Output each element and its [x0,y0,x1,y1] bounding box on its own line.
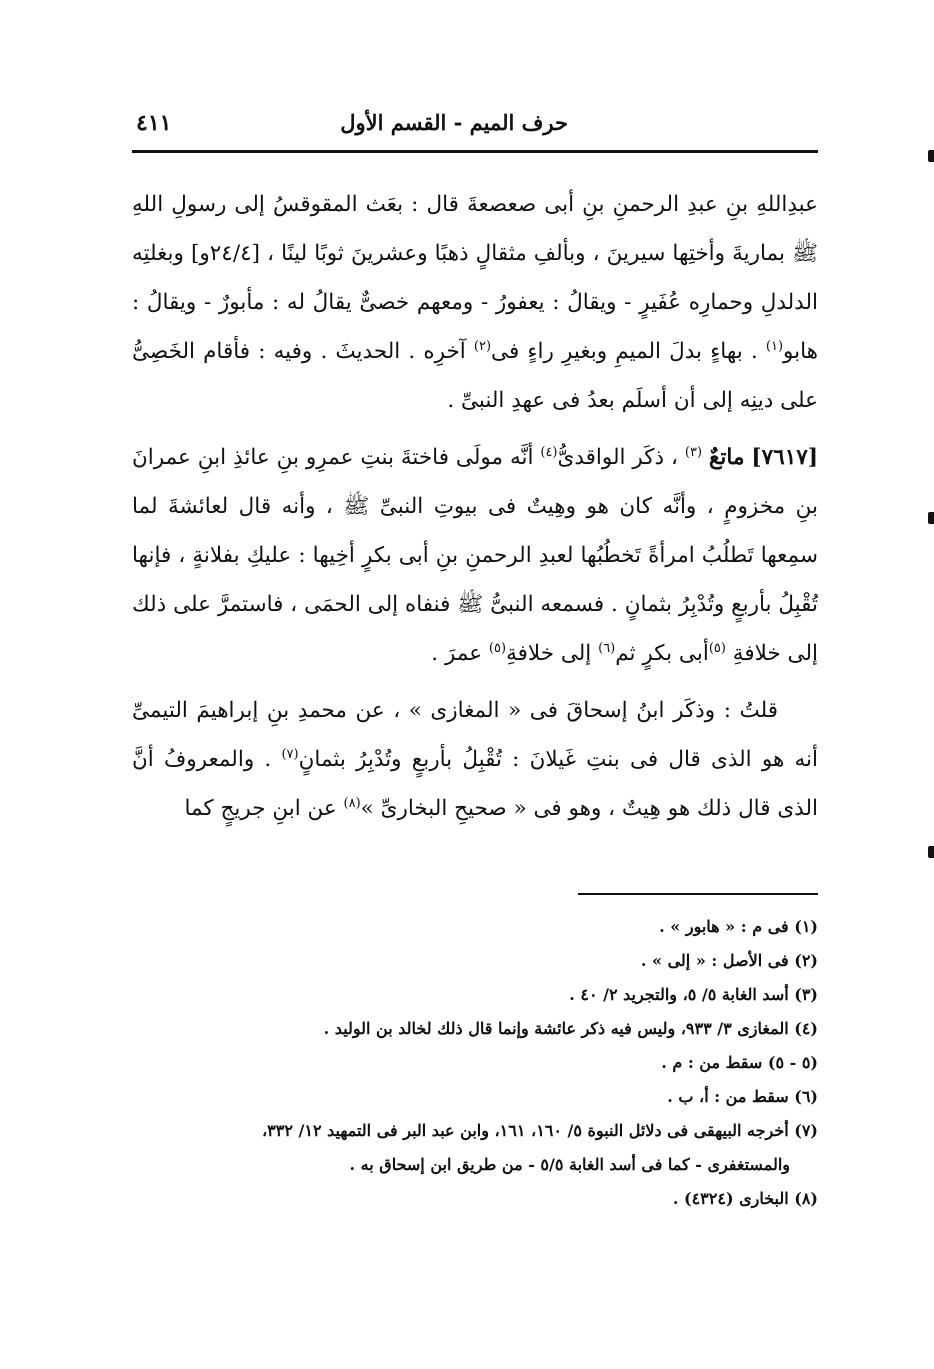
text-run: . بهاءٍ بدلَ الميمِ وبغيرِ راءٍ فى [491,339,766,364]
text-run: . والمعروفُ أنَّ الذى قال ذلك هو هِيتٌ ، وهو فى « صحيحِ البخارىِّ » [132,747,818,821]
footnote-rule [578,893,818,895]
footnote-7-continued: والمستغفرى - كما فى أسد الغابة ٥/٥ - من طريق ابن إسحاق به . [349,1155,790,1174]
paragraph-3 [132,686,818,833]
text-run: عمرَ . [431,641,489,666]
footnote-ref: (٥) [488,640,507,656]
footnote-ref: (٧) [281,746,299,762]
running-title: حرف الميم - القسم الأول [340,110,568,135]
text-run: آخرِه . الحديثَ . وفيه : فأقام الخَصِىُّ على دينِه إلى أن أسلَم بعدُ فى عهدِ النبىِّ . [132,339,818,413]
footnote-ref: (١) [765,338,784,354]
footnote-5: (٥ - ٥) سقط من : م . [661,1053,818,1072]
text-run: أنَّه مولَى فاختةَ بنتِ عمرِو بنِ عائذِ ابنِ عمرانَ بنِ مخزومٍ ، وأنَّه كان هو وهِيتٌ فى بيوتِ النبىِّ ﷺ ، وأنه قال لعائشةَ لما سمِعها تَطلُبُ امرأةً تَخطُبُها لعبدِ الرحمنِ بنِ أبى بكرٍ أخِيها : عليكِ بفلانةٍ ، فإنها تُقْبِلُ بأربعٍ وتُدْبِرُ بثمانٍ . فسمعه النبىُّ ﷺ فنفاه إلى الحمَى ، فاستمرَّ على ذلك إلى خلافةِ [132,445,818,666]
footnote-8: (٨) البخارى (٤٣٢٤) . [672,1189,818,1208]
footnote-1: (١) فى م : « هابور » . [659,917,818,936]
footnote-4: (٤) المغازى ٣/ ٩٣٣، وليس فيه ذكر عائشة وإنما قال ذلك لخالد بن الوليد . [323,1019,818,1038]
footnote-ref: (٨) [343,795,361,811]
footnote-6: (٦) سقط من : أ، ب . [667,1087,818,1106]
footnote-ref: (٤) [540,444,558,460]
footnote-7: (٧) أخرجه البيهقى فى دلائل النبوة ٥/ ١٦٠، ١٦١، وابن عبد البر فى التمهيد ١٢/ ٣٣٢، [261,1121,818,1140]
text-run: عبدِاللهِ بنِ عبدِ الرحمنِ بنِ أبى صعصعةَ قال : بعَث المقوقسُ إلى رسولِ اللهِ ﷺ بماريةَ وأختِها سيرينَ ، وبألفِ مثقالٍ ذهبًا وعشرينَ ثوبًا لينًا ، [٢٤/٤و] وبغلتِه الدلدلِ وحمارِه عُفَيرٍ - ويقالُ : يعفورُ - ومعهم خصىٌّ يقالُ له : مأبورٌ - ويقالُ : هابو [132,192,819,364]
footnote-ref: (٢) [473,338,492,354]
paragraph-entry-7617 [132,433,818,678]
text-run: إلى خلافةِ [506,641,599,666]
main-text [132,180,818,841]
footnote-ref: (٦) [598,640,616,656]
footnote-2: (٢) فى الأصل : « إلى » . [640,951,818,970]
entry-name: ماتعٌ [708,445,745,470]
footnote-3: (٣) أسد الغابة ٥/ ٥، والتجريد ٢/ ٤٠ . [569,985,818,1004]
text-run: أبى بكرٍ ثم [615,641,709,666]
page-header [132,104,818,144]
paragraph-1 [132,180,818,425]
entry-number: [٧٦١٧] [751,445,818,470]
footnote-ref: (٥) [708,640,726,656]
margin-mark [928,512,934,524]
footnotes [132,910,818,1216]
margin-mark [928,846,934,858]
header-rule [132,150,818,153]
text-run: عن ابنِ جريجٍ كما [184,796,344,821]
page-number: ٤١١ [136,110,172,136]
margin-mark [928,150,934,162]
footnote-ref: (٣) [684,444,703,460]
text-run: ، ذكَر الواقدىُّ [557,445,685,470]
text-run: قلتُ : وذكَر ابنُ إسحاقَ فى « المغازى » ، عن محمدِ بنِ إبراهيمَ التيمىِّ أنه هو الذى قال فى بنتِ غَيلانَ : تُقْبِلُ بأربعٍ وتُدْبِرُ بثمانٍ [132,698,819,772]
